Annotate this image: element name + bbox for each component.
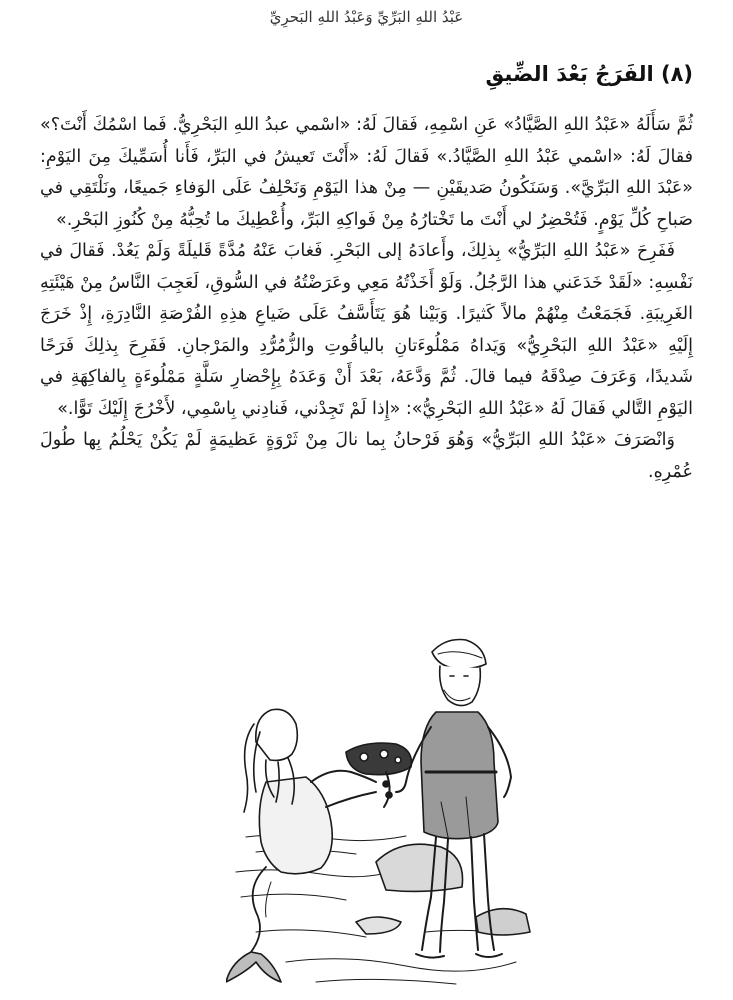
paragraph-2: فَفَرِحَ «عَبْدُ اللهِ البَرِّيُّ» بِذلِكَ، وأَعادَهُ إلى البَحْرِ. فَغابَ عَنْهُ مُدَّةً قَليلَةً وَلَمْ يَعُدْ. فَقالَ في نَفْسِهِ: «لَقَدْ خَدَعَني هذا الرَّجُلُ. وَلَوْ أَخَذْتُهُ مَعِي وعَرَضْتُهُ في السُّوقِ، لَعَجِبَ النَّاسُ مِنْ هَيْئَتِهِ الغَرِيبَةِ. فَجَمَعْتُ مِنْهُمْ مالاً كَثيرًا. وَبَيْنا هُوَ يَتَأَسَّفُ عَلَى ضَياعِ هذِهِ الفُرْصَةِ النَّادِرَةِ، إِذْ خَرَجَ إِلَيْهِ «عَبْدُ اللهِ البَحْرِيُّ» وَيَداهُ مَمْلُوءَتانِ بالياقُوتِ والزُّمُرُّدِ والمَرْجانِ. فَفَرِحَ بِذلِكَ فَرَحًا شَديدًا، وَعَرَفَ صِدْقَهُ فيما قالَ. ثُمَّ وَدَّعَهُ، بَعْدَ أَنْ وَعَدَهُ بِإِحْضارِ سَلَّةٍ مَمْلُوءَةٍ بِالفاكِهَةِ في اليَوْمِ التَّالي فَقالَ لَهُ «عَبْدُ اللهِ البَحْرِيُّ»: «إِذا لَمْ تَجِدْني، فَنادِني بِاسْمِي، لأَخْرُجَ إِلَيْكَ تَوًّا.» <box>40 241 693 419</box>
paragraph-1: ثُمَّ سَأَلَهُ «عَبْدُ اللهِ الصَّيَّادُ» عَنِ اسْمِهِ، فَقالَ لَهُ: «اسْمي عبدُ اللهِ البَحْرِيُّ. فَما اسْمُكَ أَنْتَ؟» فقالَ لَهُ: «اسْمي عَبْدُ اللهِ الصَّيَّادُ.» فَقالَ لَهُ: «أَنْتَ تَعيشُ في البَرِّ، فَأَنا أُسَمِّيكَ مِنَ اليَوْمِ: «عَبْدَ اللهِ البَرِّيَّ». وَسَنَكُونُ صَديقَيْنِ — مِنْ هذا اليَوْمِ وَنَحْلِفُ عَلَى الوَفاءِ جَميعًا، ونَلْتَقِي في صَباحِ كُلِّ يَوْمٍ. فَتُحْضِرُ لي أَنْتَ ما تَخْتارُهُ مِنْ فَواكِهِ البَرِّ، وأُعْطِيكَ ما تُحِبُّهُ مِنْ كُنُوزِ البَحْرِ.» <box>40 115 693 230</box>
chapter-body <box>40 110 693 488</box>
running-header: عَبْدُ اللهِ البَرِّيِّ وَعَبْدُ اللهِ البَحرِيِّ <box>269 8 464 26</box>
chapter-title: (٨) الفَرَجُ بَعْدَ الضِّيقِ <box>485 62 693 86</box>
paragraph-3: وَانْصَرَفَ «عَبْدُ اللهِ البَرِّيُّ» وَهُوَ فَرْحانُ بِما نالَ مِنْ ثَرْوَةٍ عَظيمَةٍ لَمْ يَكُنْ يَحْلُمُ بِها طُولَ عُمْرِهِ. <box>40 430 693 482</box>
fisherman-and-merman-illustration <box>226 632 536 992</box>
